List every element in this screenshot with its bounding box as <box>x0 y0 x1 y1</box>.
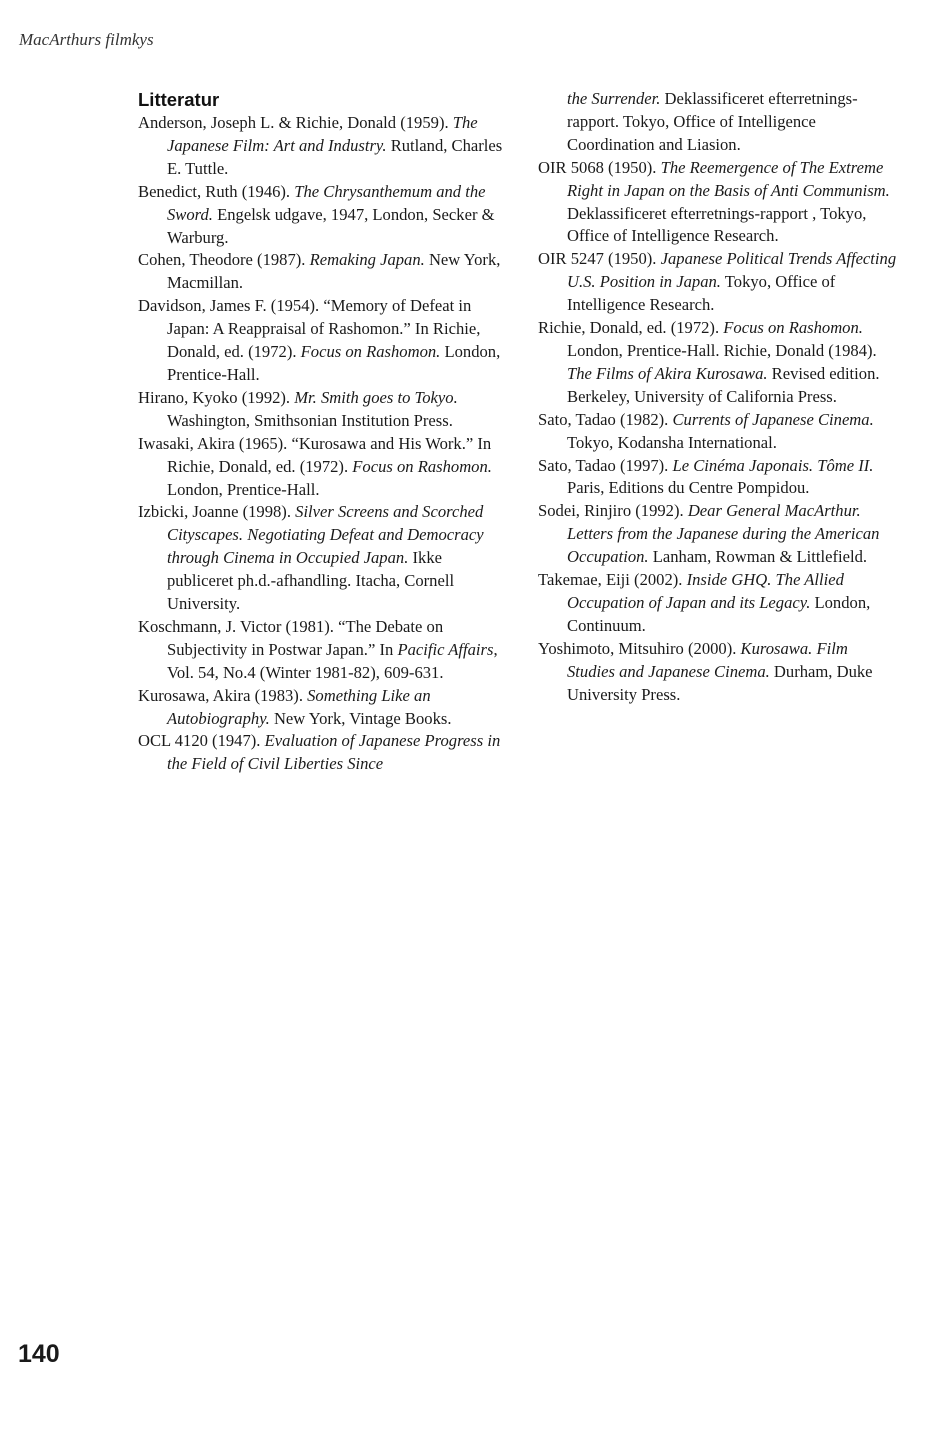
reference-publisher: London, Prentice-Hall. <box>167 342 501 384</box>
reference-title: Focus on Rashomon. <box>352 456 492 476</box>
reference-title: the Surrender. <box>567 89 661 108</box>
reference-publisher: , Vol. 54, No.4 (Winter 1981-82), 609-631. <box>167 639 498 682</box>
reference-author-date: Davidson, James F. (1954). “Memory of Defeat in Japan: A Reappraisal of Rashomon.” In Richie, Donald, ed. (1972). <box>138 296 481 362</box>
reference-author-date: Sato, Tadao (1982). <box>538 409 673 429</box>
reference-title: The Japanese Film: Art and Industry. <box>167 113 478 155</box>
reference-entry <box>538 409 898 455</box>
reference-title: Pacific Affairs <box>397 639 494 659</box>
reference-entry <box>538 88 898 157</box>
reference-title: Silver Screens and Scorched Cityscapes. Negotiating Defeat and Democracy through Cinema in Occupied Japan. <box>167 502 484 568</box>
reference-entry <box>538 569 898 638</box>
reference-author-date: Koschmann, J. Victor (1981). “The Debate on Subjectivity in Postwar Japan.” In <box>138 616 444 659</box>
page-number: 140 <box>18 1340 60 1368</box>
reference-title: Japanese Political Trends Affecting U.S. Position in Japan. <box>567 249 897 292</box>
reference-author-date: Izbicki, Joanne (1998). <box>138 502 296 522</box>
reference-title: Currents of Japanese Cinema. <box>672 409 874 429</box>
reference-publisher: New York, Macmillan. <box>167 250 501 293</box>
reference-publisher: Engelsk udgave, 1947, London, Secker & Warburg. <box>167 204 495 247</box>
reference-entry <box>538 248 898 317</box>
reference-publisher: Washington, Smithsonian Institution Press. <box>167 410 453 430</box>
reference-entry <box>138 181 510 250</box>
reference-author-date: Anderson, Joseph L. & Richie, Donald (1959). <box>138 113 453 132</box>
reference-title: The Reemergence of The Extreme Right in Japan on the Basis of Anti Communism. <box>567 157 890 200</box>
reference-entry <box>138 433 510 502</box>
reference-list-left <box>138 112 510 776</box>
reference-title: Dear General MacArthur. Letters from the Japanese during the American Occupation. <box>567 501 880 567</box>
reference-author-date: Takemae, Eiji (2002). <box>538 570 687 590</box>
reference-publisher: Ikke publiceret ph.d.-afhandling. Itacha, Cornell University. <box>167 548 455 614</box>
reference-title: Focus on Rashomon. <box>723 318 863 338</box>
reference-entry <box>538 500 898 569</box>
reference-author-date: Benedict, Ruth (1946). <box>138 181 295 201</box>
reference-title: Inside GHQ. The Allied Occupation of Japan and its Legacy. <box>567 570 844 612</box>
reference-author-date: Sodei, Rinjiro (1992). <box>538 501 688 521</box>
references-column-right <box>538 88 898 706</box>
reference-publisher: London, Continuum. <box>567 592 871 635</box>
reference-publisher: Deklassificeret efterretnings-rapport , Tokyo, Office of Intelligence Research. <box>567 203 867 246</box>
reference-list-right <box>538 88 898 706</box>
reference-publisher: Rutland, Charles E. Tuttle. <box>167 135 503 178</box>
reference-title: Le Cinéma Japonais. Tôme II. <box>672 455 874 475</box>
reference-author-date: Hirano, Kyoko (1992). <box>138 387 295 407</box>
reference-author-date: OIR 5068 (1950). <box>538 157 661 177</box>
reference-entry <box>538 638 898 707</box>
reference-title: The Films of Akira Kurosawa. <box>567 363 768 383</box>
reference-author-date: OCL 4120 (1947). <box>138 731 265 751</box>
reference-entry <box>138 387 510 433</box>
reference-publisher: Paris, Editions du Centre Pompidou. <box>567 478 810 498</box>
reference-publisher: London, Prentice-Hall. <box>167 479 320 499</box>
running-header: MacArthurs filmkys <box>19 30 154 49</box>
reference-author-date: Sato, Tadao (1997). <box>538 455 673 475</box>
reference-publisher: New York, Vintage Books. <box>269 708 452 728</box>
reference-title: The Chrysanthemum and the Sword. <box>167 181 486 224</box>
reference-title: Remaking Japan. <box>309 250 425 270</box>
reference-author-date: Iwasaki, Akira (1965). “Kurosawa and His Work.” In Richie, Donald, ed. (1972). <box>138 433 492 476</box>
reference-entry <box>538 455 898 501</box>
reference-entry <box>138 295 510 387</box>
reference-title: Mr. Smith goes to Tokyo. <box>294 387 458 407</box>
reference-entry <box>138 112 510 181</box>
reference-author-date: Richie, Donald, ed. (1972). <box>538 318 724 338</box>
reference-publisher: Durham, Duke University Press. <box>567 661 873 704</box>
reference-title: Kurosawa. Film Studies and Japanese Cinema. <box>567 638 848 681</box>
reference-publisher: London, Prentice-Hall. Richie, Donald (1984). <box>567 340 877 360</box>
reference-entry <box>138 501 510 616</box>
reference-entry <box>138 730 510 776</box>
reference-publisher: Lanham, Rowman & Littlefield. <box>648 547 868 567</box>
reference-publisher: Deklassificeret efterretnings-rapport. Tokyo, Office of Intelligence Coordination and Liasion. <box>567 89 858 154</box>
reference-publisher: Tokyo, Office of Intelligence Research. <box>567 272 836 315</box>
reference-entry <box>538 317 898 409</box>
reference-author-date: Cohen, Theodore (1987). <box>138 250 310 270</box>
section-heading: Litteratur <box>138 89 220 110</box>
reference-entry <box>138 249 510 295</box>
reference-publisher: Revised edition. Berkeley, University of California Press. <box>567 363 880 406</box>
reference-author-date: Kurosawa, Akira (1983). <box>138 685 308 705</box>
reference-title: Something Like an Autobiography. <box>167 685 431 728</box>
reference-author-date: OIR 5247 (1950). <box>538 249 661 269</box>
reference-publisher: Tokyo, Kodansha International. <box>567 432 777 452</box>
reference-title: Evaluation of Japanese Progress in the Field of Civil Liberties Since <box>167 731 501 774</box>
reference-entry <box>538 157 898 249</box>
references-column-left <box>138 88 510 776</box>
reference-entry <box>138 616 510 685</box>
reference-title: Focus on Rashomon. <box>300 342 441 362</box>
reference-author-date: Yoshimoto, Mitsuhiro (2000). <box>538 638 741 658</box>
reference-entry <box>138 685 510 731</box>
